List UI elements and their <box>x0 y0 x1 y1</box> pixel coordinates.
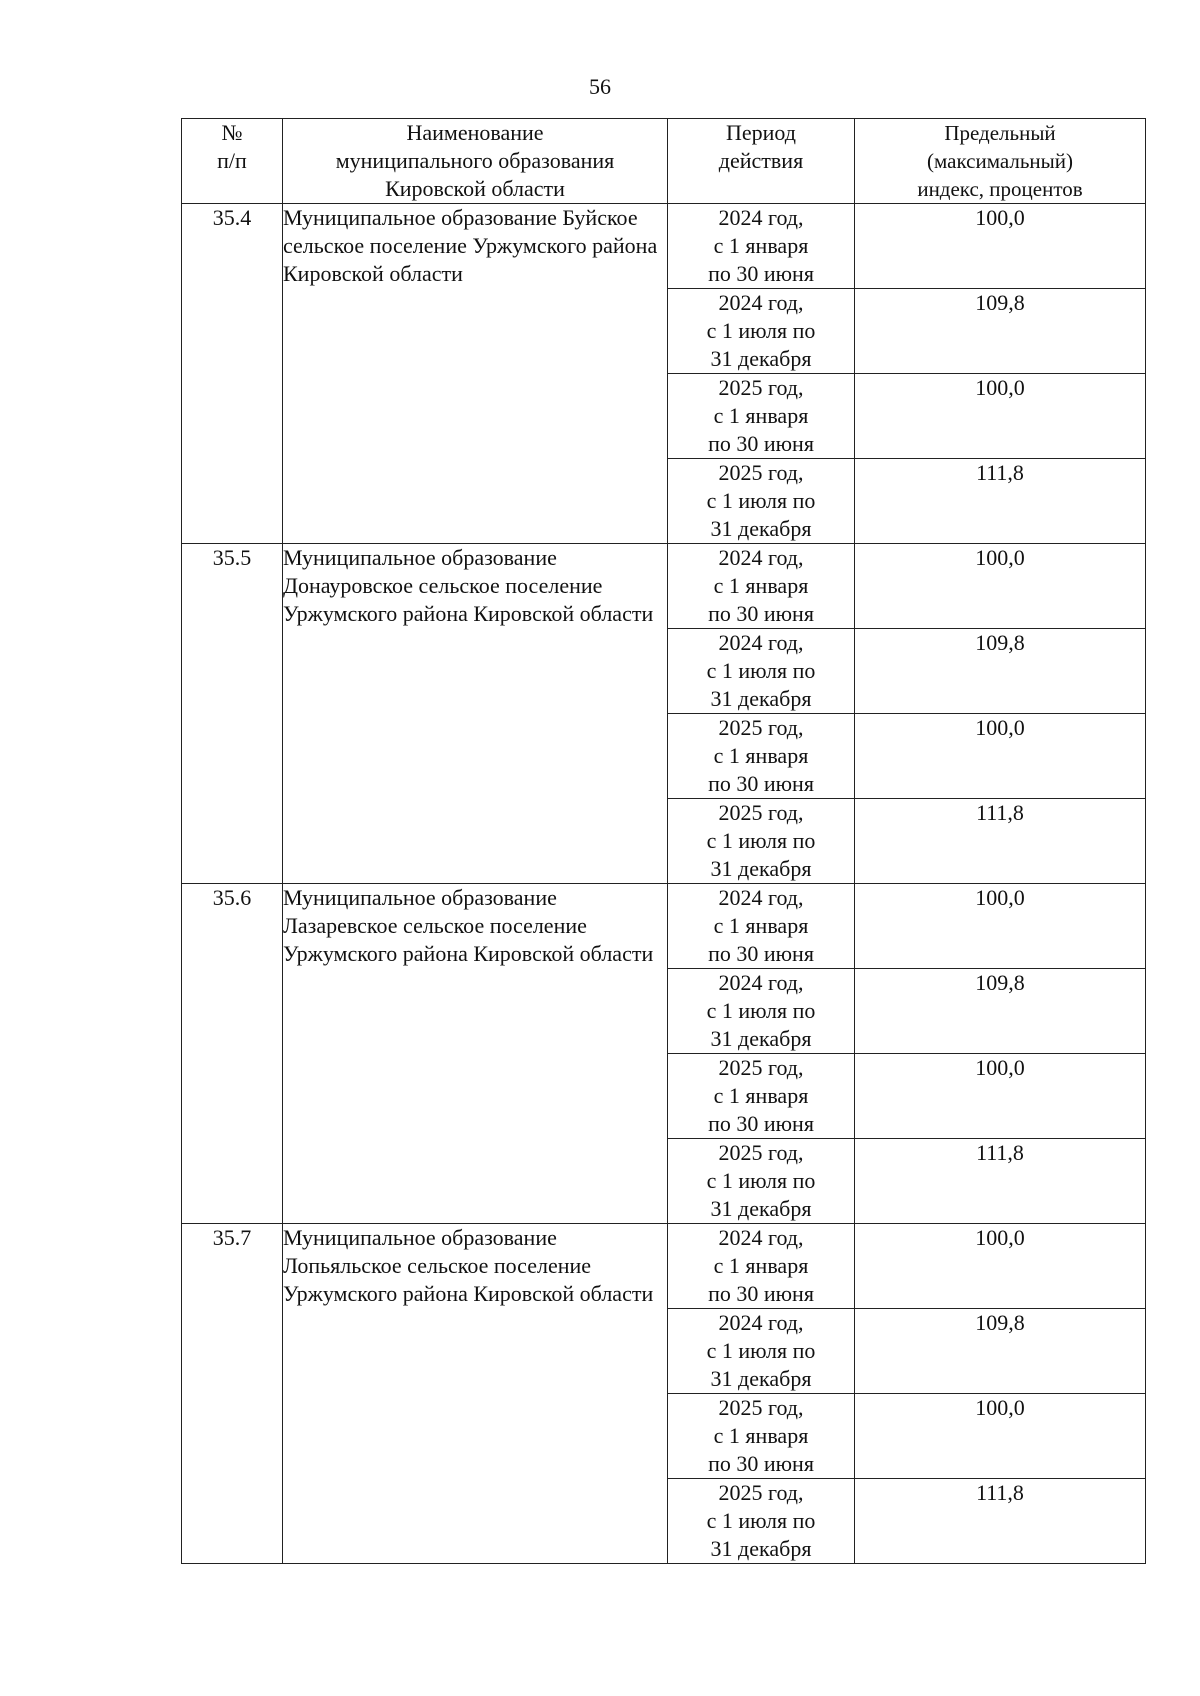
index-value: 111,8 <box>855 1479 1146 1564</box>
index-value: 111,8 <box>855 459 1146 544</box>
index-value: 100,0 <box>855 544 1146 629</box>
period-cell <box>668 1224 855 1309</box>
period-cell <box>668 1309 855 1394</box>
index-value: 100,0 <box>855 1224 1146 1309</box>
header-period <box>668 119 855 204</box>
period-text: 2024 год, с 1 июля по 31 декабря <box>706 290 816 371</box>
period-cell <box>668 629 855 714</box>
period-text: 2025 год, с 1 июля по 31 декабря <box>706 1480 816 1561</box>
table-row <box>182 884 1146 969</box>
index-value: 100,0 <box>855 204 1146 289</box>
period-text: 2025 год, с 1 января по 30 июня <box>708 715 814 796</box>
period-text: 2024 год, с 1 января по 30 июня <box>708 205 814 286</box>
period-text: 2025 год, с 1 июля по 31 декабря <box>706 460 816 541</box>
header-index-text: Предельный (максимальный) индекс, процентов <box>917 121 1083 201</box>
page-number: 56 <box>589 74 611 99</box>
row-number: 35.7 <box>182 1224 283 1564</box>
period-text: 2024 год, с 1 июля по 31 декабря <box>706 630 816 711</box>
table-row <box>182 544 1146 629</box>
period-text: 2025 год, с 1 января по 30 июня <box>708 1055 814 1136</box>
period-cell <box>668 1394 855 1479</box>
header-num-text: № п/п <box>217 120 247 173</box>
period-cell <box>668 799 855 884</box>
header-index <box>855 119 1146 204</box>
index-value: 109,8 <box>855 289 1146 374</box>
period-cell <box>668 204 855 289</box>
period-text: 2025 год, с 1 января по 30 июня <box>708 375 814 456</box>
period-cell <box>668 884 855 969</box>
index-value: 109,8 <box>855 969 1146 1054</box>
period-cell <box>668 544 855 629</box>
header-period-text: Период действия <box>718 120 804 173</box>
header-name-text: Наименование муниципального образования Кировской области <box>335 120 615 201</box>
period-text: 2024 год, с 1 июля по 31 декабря <box>706 970 816 1051</box>
index-value: 111,8 <box>855 799 1146 884</box>
table-row <box>182 204 1146 289</box>
row-number: 35.4 <box>182 204 283 544</box>
period-cell <box>668 289 855 374</box>
period-cell <box>668 374 855 459</box>
period-text: 2025 год, с 1 июля по 31 декабря <box>706 800 816 881</box>
municipality-name: Муниципальное образование Буйское сельское поселение Уржумского района Кировской области <box>283 204 668 544</box>
index-value: 109,8 <box>855 629 1146 714</box>
municipality-name: Муниципальное образование Донауровское сельское поселение Уржумского района Кировской области <box>283 544 668 884</box>
header-name <box>283 119 668 204</box>
period-text: 2025 год, с 1 января по 30 июня <box>708 1395 814 1476</box>
period-cell <box>668 1479 855 1564</box>
municipality-name: Муниципальное образование Лазаревское сельское поселение Уржумского района Кировской области <box>283 884 668 1224</box>
period-cell <box>668 969 855 1054</box>
index-value: 111,8 <box>855 1139 1146 1224</box>
period-text: 2024 год, с 1 июля по 31 декабря <box>706 1310 816 1391</box>
tariff-index-table <box>181 118 1146 1564</box>
index-value: 100,0 <box>855 1394 1146 1479</box>
header-num <box>182 119 283 204</box>
index-value: 109,8 <box>855 1309 1146 1394</box>
table-header-row <box>182 119 1146 204</box>
period-cell <box>668 459 855 544</box>
table-body <box>182 119 1146 1564</box>
index-value: 100,0 <box>855 1054 1146 1139</box>
row-number: 35.6 <box>182 884 283 1224</box>
period-cell <box>668 1054 855 1139</box>
period-text: 2025 год, с 1 июля по 31 декабря <box>706 1140 816 1221</box>
period-text: 2024 год, с 1 января по 30 июня <box>708 545 814 626</box>
municipality-name: Муниципальное образование Лопьяльское сельское поселение Уржумского района Кировской области <box>283 1224 668 1564</box>
index-value: 100,0 <box>855 884 1146 969</box>
period-text: 2024 год, с 1 января по 30 июня <box>708 885 814 966</box>
index-value: 100,0 <box>855 374 1146 459</box>
period-cell <box>668 714 855 799</box>
index-value: 100,0 <box>855 714 1146 799</box>
period-cell <box>668 1139 855 1224</box>
table-row <box>182 1224 1146 1309</box>
row-number: 35.5 <box>182 544 283 884</box>
period-text: 2024 год, с 1 января по 30 июня <box>708 1225 814 1306</box>
